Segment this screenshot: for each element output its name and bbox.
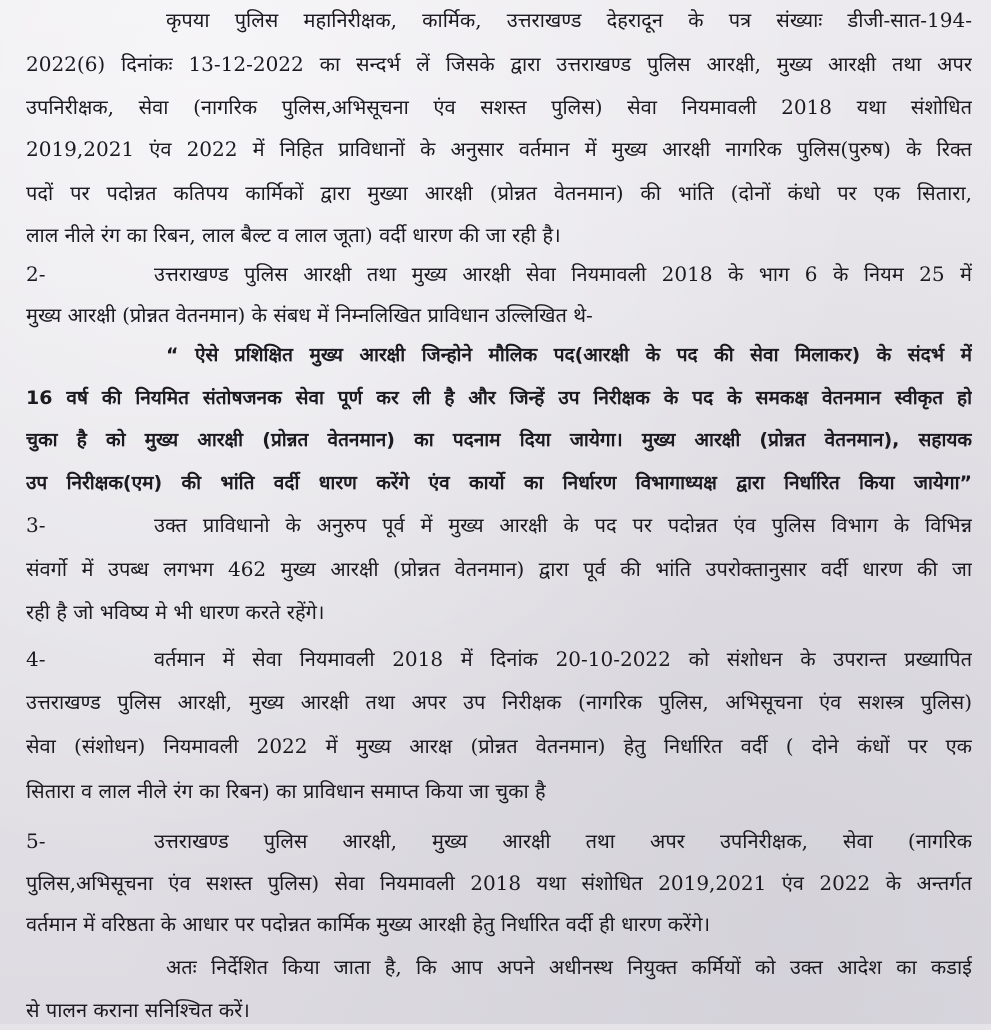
document-line — [26, 173, 972, 213]
line-text: सितारा व लाल नीले रंग का रिबन) का प्राविधान समाप्त किया जा चुका है — [26, 779, 546, 803]
document-line — [26, 592, 972, 632]
document-line — [26, 771, 972, 811]
document-line — [26, 505, 972, 545]
document-line — [26, 463, 972, 503]
line-text: उत्तराखण्ड पुलिस आरक्षी तथा मुख्य आरक्षी सेवा नियमावली 2018 के भाग 6 के नियम 25 में — [154, 262, 972, 286]
document-line — [26, 682, 972, 722]
line-text: 2019,2021 एंव 2022 में निहित प्राविधानों के अनुसार वर्तमान में मुख्य आरक्षी नागरिक पुलिस(पुरुष) के रिक्त — [26, 137, 972, 161]
line-text: संवर्गो में उपब्ध लगभग 462 मुख्य आरक्षी (प्रोन्नत वेतनमान) द्वारा पूर्व की भांति उपरोक्तानुसार वर्दी धारण की जा — [26, 557, 972, 581]
line-text: उपनिरीक्षक, सेवा (नागरिक पुलिस,अभिसूचना एंव सशस्त पुलिस) सेवा नियमावली 2018 यथा संशोधित — [26, 95, 972, 119]
document-line — [26, 215, 972, 255]
document-line — [26, 129, 972, 169]
line-text: कृपया पुलिस महानिरीक्षक, कार्मिक, उत्तराखण्ड देहरादून के पत्र संख्याः डीजी-सात-194- — [166, 8, 972, 32]
line-text: उक्त प्राविधानो के अनुरुप पूर्व में मुख्य आरक्षी के पद पर पदोन्नत एंव पुलिस विभाग के विभिन्न — [154, 513, 972, 537]
paragraph-number: 4- — [26, 647, 46, 671]
paragraph-number: 2- — [26, 262, 46, 286]
line-text: अतः निर्देशित किया जाता है, कि आप अपने अधीनस्थ नियुक्त कर्मियों को उक्त आदेश का कडाई — [166, 955, 972, 979]
line-text: 2022(6) दिनांकः 13-12-2022 का सन्दर्भ लें जिसके द्वारा उत्तराखण्ड पुलिस आरक्षी, मुख्य आरक्षी तथा अपर — [26, 52, 972, 76]
document-line — [26, 990, 972, 1030]
line-text: मुख्य आरक्षी (प्रोन्नत वेतनमान) के संबध में निम्नलिखित प्राविधान उल्लिखित थे- — [26, 303, 593, 327]
paragraph-number: 3- — [26, 513, 46, 537]
quoted-rule-text: उप निरीक्षक(एम) की भांति वर्दी धारण करेंगे एंव कार्यो का निर्धारण विभागाध्यक्ष द्वारा निर्धारित किया जायेगा” — [26, 472, 972, 494]
line-text: सेवा (संशोधन) नियमावली 2022 में मुख्य आरक्ष (प्रोन्नत वेतनमान) हेतु निर्धारित वर्दी ( दोने कंधों पर एक — [26, 734, 972, 758]
line-text: उत्तराखण्ड पुलिस आरक्षी, मुख्य आरक्षी तथा अपर उप निरीक्षक (नागरिक पुलिस, अभिसूचना एंव सशस्त्र पुलिस) — [26, 690, 972, 714]
document-line — [26, 549, 972, 589]
document-line — [26, 947, 972, 987]
line-text: रही है जो भविष्य मे भी धारण करते रहेंगे। — [26, 600, 325, 624]
line-text: उत्तराखण्ड पुलिस आरक्षी, मुख्य आरक्षी तथा अपर उपनिरीक्षक, सेवा (नागरिक — [154, 829, 972, 853]
quoted-rule-text: 16 वर्ष की नियमित संतोषजनक सेवा पूर्ण कर ली है और जिन्हें उप निरीक्षक के पद के समकक्ष वेतनमान स्वीकृत हो — [26, 387, 972, 409]
quoted-rule-text: चुका है को मुख्य आरक्षी (प्रोन्नत वेतनमान) का पदनाम दिया जायेगा। मुख्य आरक्षी (प्रोन्नत वेतनमान), सहायक — [26, 429, 972, 451]
document-line — [26, 726, 972, 766]
line-text: से पालन कराना सनिश्चित करें। — [26, 998, 250, 1022]
document-line — [26, 378, 972, 418]
document-line — [26, 639, 972, 679]
document-line — [26, 335, 972, 375]
quoted-rule-text: “ ऐसे प्रशिक्षित मुख्य आरक्षी जिन्होने मौलिक पद(आरक्षी के पद की सेवा मिलाकर) के संदर्भ में — [166, 344, 972, 366]
line-text: लाल नीले रंग का रिबन, लाल बैल्ट व लाल जूता) वर्दी धारण की जा रही है। — [26, 223, 561, 247]
document-line — [26, 254, 972, 294]
line-text: पदों पर पदोन्नत कतिपय कार्मिकों द्वारा मुख्या आरक्षी (प्रोन्नत वेतनमान) की भांति (दोनों कंधो पर एक सितारा, — [26, 181, 972, 205]
document-line — [26, 904, 972, 944]
line-text: वर्तमान में वरिष्ठता के आधार पर पदोन्नत कार्मिक मुख्य आरक्षी हेतु निर्धारित वर्दी ही धारण करेंगे। — [26, 912, 711, 936]
document-line — [26, 87, 972, 127]
line-text: वर्तमान में सेवा नियमावली 2018 में दिनांक 20-10-2022 को संशोधन के उपरान्त प्रख्यापित — [154, 647, 972, 671]
paragraph-number: 5- — [26, 829, 46, 853]
document-line — [26, 821, 972, 861]
document-line — [26, 44, 972, 84]
document-line — [26, 0, 972, 40]
line-text: पुलिस,अभिसूचना एंव सशस्त पुलिस) सेवा नियमावली 2018 यथा संशोधित 2019,2021 एंव 2022 के अन्तर्गत — [26, 871, 972, 895]
document-line — [26, 295, 972, 335]
document-line — [26, 863, 972, 903]
document-line — [26, 420, 972, 460]
